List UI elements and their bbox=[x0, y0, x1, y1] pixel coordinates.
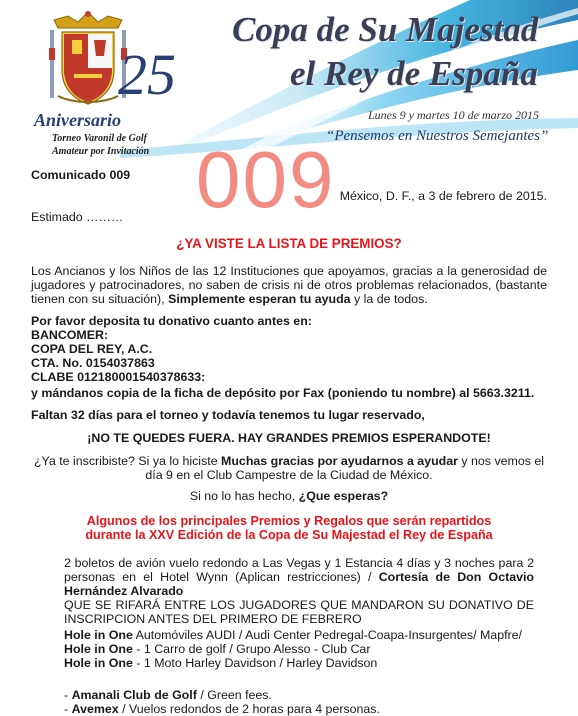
hole-label: Hole in One bbox=[64, 628, 133, 642]
anniversary-word: Aniversario bbox=[34, 110, 122, 130]
sponsor-text: / Green fees. bbox=[196, 688, 272, 702]
prize1-text: 2 boletos de avión vuelo redondo a Las Vegas y 1 Estancia 4 días y 3 noches para 2 personas en el Hotel Wynn (Aplican restricciones) / bbox=[64, 556, 534, 584]
sponsor-item: - Amanali Club de Golf / Green fees. bbox=[64, 688, 272, 702]
title-line-2: el Rey de España bbox=[290, 54, 538, 93]
prizes-heading bbox=[31, 514, 547, 542]
hole-text: - 1 Carro de golf / Grupo Alesso - Club Car bbox=[132, 642, 371, 656]
si-no-bold: ¿Que esperas? bbox=[298, 489, 389, 503]
inscribiste-text: ¿Ya te inscribiste? Si ya lo hiciste bbox=[33, 454, 222, 468]
torneo-line-2: Amateur por Invitación bbox=[52, 146, 150, 157]
hole-in-one-list bbox=[64, 628, 534, 670]
inscribiste-text-end: y nos vemos el día 9 en el Club Campestre de la Ciudad de México. bbox=[145, 454, 545, 482]
prize-las-vegas bbox=[64, 556, 534, 626]
hole-text: - 1 Moto Harley Davidson / Harley Davidson bbox=[132, 656, 378, 670]
sponsor-name: Avemex bbox=[71, 702, 119, 716]
inscribiste-bold: Muchas gracias por ayudarnos a ayudar bbox=[221, 454, 458, 468]
hole-in-one-item bbox=[64, 642, 534, 656]
comunicado-label: Comunicado 009 bbox=[31, 168, 131, 182]
deposit-line: Por favor deposita tu donativo cuanto antes en: bbox=[31, 314, 312, 328]
no-quedes-fuera: ¡NO TE QUEDES FUERA. HAY GRANDES PREMIOS ESPERANDOTE! bbox=[87, 431, 491, 445]
si-no-text: Si no lo has hecho, bbox=[189, 489, 299, 503]
place-date: México, D. F., a 3 de febrero de 2015. bbox=[339, 189, 547, 203]
event-date: Lunes 9 y martes 10 de marzo 2015 bbox=[368, 108, 539, 122]
para1-end: y la de todos. bbox=[350, 292, 428, 306]
prizes-heading-line-1: Algunos de los principales Premios y Regalos que serán repartidos bbox=[86, 514, 492, 528]
hole-label: Hole in One bbox=[64, 642, 133, 656]
deposit-line: COPA DEL REY, A.C. bbox=[31, 342, 153, 356]
deposit-line: CLABE 012180001540378633: bbox=[31, 370, 206, 384]
inscribiste-paragraph bbox=[31, 454, 547, 482]
sponsor-name: Amanali Club de Golf bbox=[71, 688, 197, 702]
paragraph-instituciones bbox=[31, 264, 547, 306]
prizes-heading-line-2: durante la XXV Edición de la Copa de Su Majestad el Rey de España bbox=[85, 528, 493, 542]
hole-label: Hole in One bbox=[64, 656, 133, 670]
para1-text: Los Ancianos y los Niños de las 12 Instituciones que apoyamos, gracias a la generosidad de jugadores y patrocinadores, no saben de crisis ni de otros problemas relacionados, (bastante tienen con su situación), bbox=[31, 264, 547, 306]
prize1-courtesy: Cortesía de Don Octavio Hernández Alvarado bbox=[64, 570, 535, 598]
days-line: Faltan 32 días para el torneo y todavía tenemos tu lugar reservado, bbox=[31, 408, 425, 422]
prize1-raffle-note: QUE SE RIFARÁ ENTRE LOS JUGADORES QUE MANDARON SU DONATIVO DE INSCRIPCION ANTES DEL PRIMERO DE FEBRERO bbox=[64, 598, 534, 626]
title-line-1: Copa de Su Majestad bbox=[232, 10, 539, 49]
hole-in-one-item bbox=[64, 656, 534, 670]
torneo-line-1: Torneo Varonil de Golf bbox=[52, 133, 147, 144]
hole-text: Automóviles AUDI / Audi Center Pedregal-Coapa-Insurgentes/ Mapfre/ bbox=[132, 628, 522, 642]
deposit-line: CTA. No. 0154037863 bbox=[31, 356, 155, 370]
slogan: “Pensemos en Nuestros Semejantes” bbox=[326, 128, 549, 144]
sponsor-list bbox=[64, 688, 534, 716]
sponsor-text: / Vuelos redondos de 2 horas para 4 personas. bbox=[118, 702, 380, 716]
greeting: Estimado ……… bbox=[31, 210, 124, 224]
sponsor-item: - Avemex / Vuelos redondos de 2 horas para 4 personas. bbox=[64, 702, 380, 716]
deposit-block bbox=[31, 314, 547, 384]
deposit-line: BANCOMER: bbox=[31, 328, 109, 342]
hole-in-one-item bbox=[64, 628, 534, 642]
fax-line: y mándanos copia de la ficha de depósito por Fax (poniendo tu nombre) al 5663.3211. bbox=[31, 386, 535, 400]
anniversary-number: 25 bbox=[118, 42, 176, 107]
communique-big-number: 009 bbox=[196, 135, 336, 224]
headline: ¿YA VISTE LA LISTA DE PREMIOS? bbox=[176, 236, 402, 251]
para1-bold: Simplemente esperan tu ayuda bbox=[168, 292, 351, 306]
si-no-line bbox=[31, 489, 547, 503]
